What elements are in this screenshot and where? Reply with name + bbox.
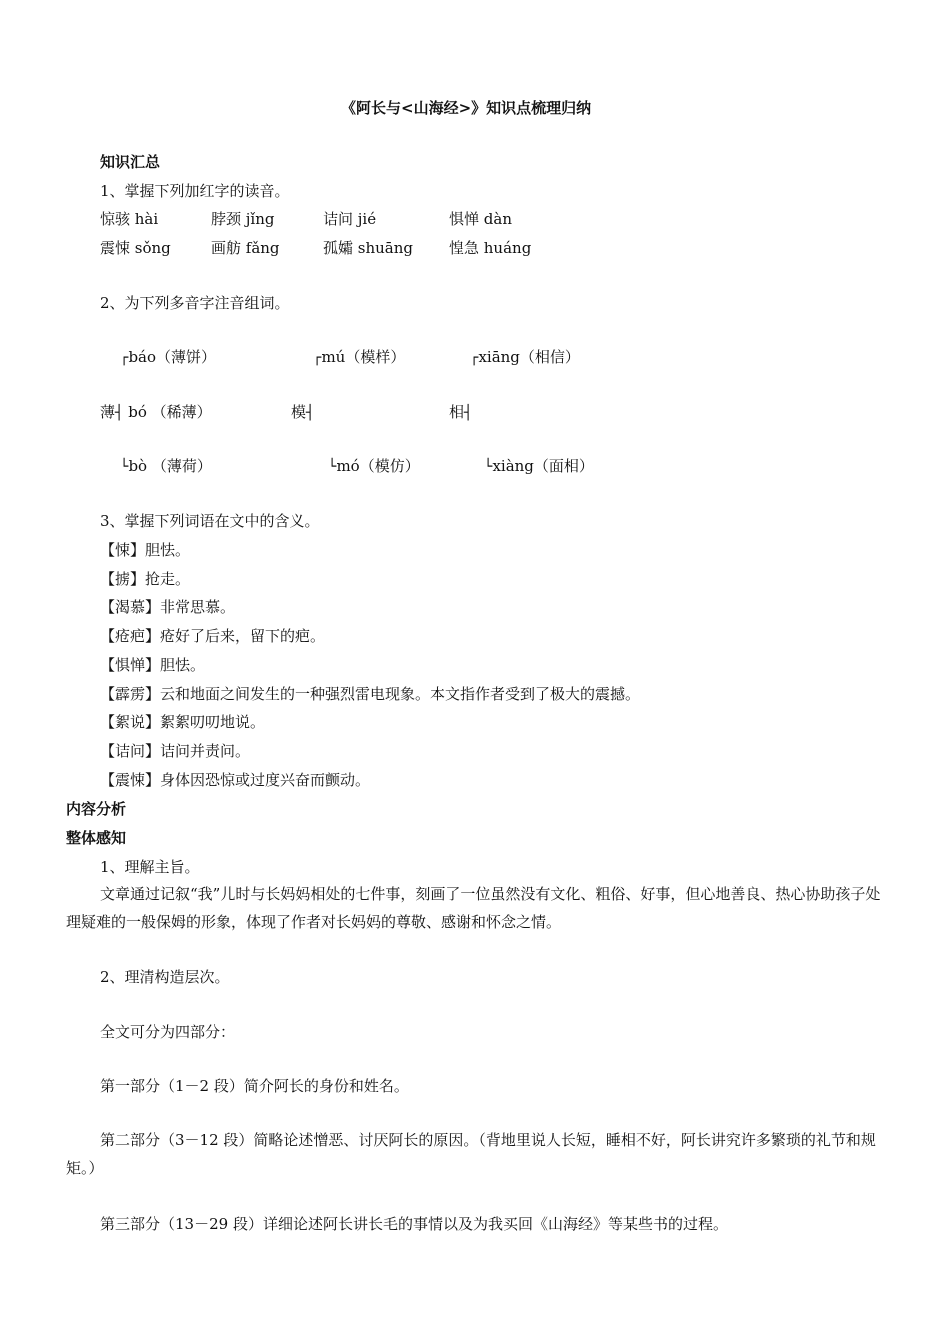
polyphone-bottom-reading: └mó（模仿） — [328, 457, 420, 475]
section-heading-analysis: 内容分析 — [66, 800, 127, 818]
paragraph-part1: 第一部分（1－2 段）简介阿长的身份和姓名。 — [100, 1077, 409, 1095]
polyphone-top-reading: ┌mú（模样） — [313, 348, 406, 366]
reading-item: 震悚 sǒng — [100, 239, 171, 257]
brace-bottom-icon: └ — [328, 459, 337, 475]
paragraph-intro: 全文可分为四部分： — [100, 1023, 236, 1041]
vocab-item: 【震悚】身体因恐惊或过度兴奋而颤动。 — [100, 771, 371, 789]
paragraph-theme: 文章通过记叙“我”儿时与长妈妈相处的七件事，刻画了一位虽然没有文化、粗俗、好事，但心地善良、热心协助孩子处理疑难的一般保姆的形象，体现了作者对长妈妈的尊敬、感谢和怀念之情。 — [66, 885, 881, 931]
polyphone-char: 模 — [291, 403, 307, 421]
reading-item: 惧惮 dàn — [449, 210, 512, 228]
brace-bottom-icon: └ — [120, 459, 129, 475]
vocab-item: 【霹雳】云和地面之间发生的一种强烈雷电现象。本文指作者受到了极大的震撼。 — [100, 685, 641, 703]
vocab-item: 【絮说】絮絮叨叨地说。 — [100, 713, 266, 731]
polyphone-top-reading: ┌báo（薄饼） — [120, 348, 217, 366]
brace-mid-icon: ┤ — [464, 405, 473, 421]
polyphone-char: 相 — [449, 403, 465, 421]
paragraph-part2: 第二部分（3－12 段）简略论述憎恶、讨厌阿长的原因。（背地里说人长短，睡相不好，阿长讲究许多繁琐的礼节和规矩。） — [66, 1131, 876, 1177]
question-1: 1、掌握下列加红字的读音。 — [100, 182, 290, 200]
polyphone-bottom-reading: └bò （薄荷） — [120, 457, 212, 475]
question-2: 2、为下列多音字注音组词。 — [100, 294, 290, 312]
polyphone-bottom-reading: └xiàng（面相） — [484, 457, 594, 475]
reading-item: 画舫 fǎng — [211, 239, 280, 257]
vocab-item: 【渴慕】非常思慕。 — [100, 598, 236, 616]
brace-top-icon: ┌ — [313, 350, 322, 366]
vocab-item: 【诘问】诘问并责问。 — [100, 742, 251, 760]
brace-mid-icon: ┤ — [306, 405, 315, 421]
polyphone-middle: 薄┤ bó （稀薄） — [100, 403, 212, 421]
paragraph-part3: 第三部分（13－29 段）详细论述阿长讲长毛的事情以及为我买回《山海经》等某些书的过程。 — [100, 1215, 728, 1233]
reading-item: 脖颈 jǐng — [211, 210, 275, 228]
polyphone-middle — [449, 402, 472, 423]
reading-item: 惶急 huáng — [449, 239, 532, 257]
vocab-item: 【悚】胆怯。 — [100, 541, 191, 559]
polyphone-middle — [291, 402, 314, 423]
vocab-item: 【疮疤】疮好了后来，留下的疤。 — [100, 627, 326, 645]
reading-item: 惊骇 hài — [100, 210, 159, 228]
question-3: 3、掌握下列词语在文中的含义。 — [100, 512, 320, 530]
paragraph-label-2: 2、理清构造层次。 — [100, 968, 230, 986]
brace-top-icon: ┌ — [120, 350, 129, 366]
vocab-item: 【惧惮】胆怯。 — [100, 656, 206, 674]
brace-mid-icon: ┤ — [115, 405, 124, 421]
brace-bottom-icon: └ — [484, 459, 493, 475]
page-title: 《阿长与<山海经>》知识点梳理归纳 — [341, 99, 592, 117]
paragraph-label-1: 1、理解主旨。 — [100, 858, 200, 876]
brace-top-icon: ┌ — [470, 350, 479, 366]
polyphone-top-reading: ┌xiāng（相信） — [470, 348, 580, 366]
section-heading-knowledge: 知识汇总 — [100, 153, 161, 171]
vocab-item: 【掳】抢走。 — [100, 570, 191, 588]
reading-item: 诘问 jié — [323, 210, 377, 228]
subheading-overall: 整体感知 — [66, 829, 127, 847]
polyphone-char: 薄 — [100, 403, 116, 421]
reading-item: 孤孀 shuāng — [323, 239, 413, 257]
